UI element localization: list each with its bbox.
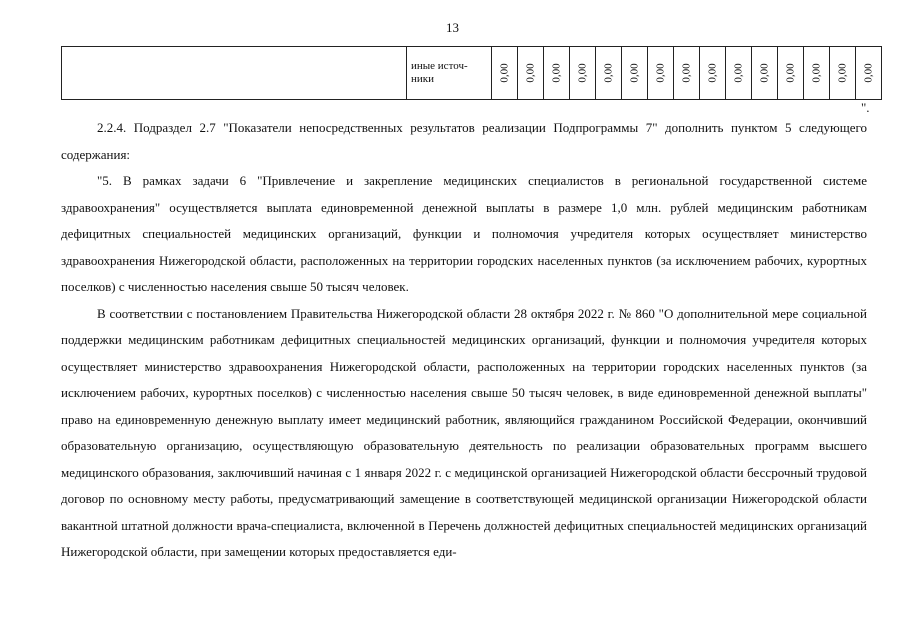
table-cell-value: 0,00 xyxy=(700,47,726,100)
page-number: 13 xyxy=(446,20,459,35)
table-cell-value: 0,00 xyxy=(622,47,648,100)
table-cell-value: 0,00 xyxy=(544,47,570,100)
table-cell-value: 0,00 xyxy=(596,47,622,100)
table-cell-value: 0,00 xyxy=(648,47,674,100)
paragraph: В соответствии с постановлением Правительства Нижегородской области 28 октября 2022 г. № 860 "О дополнительной мере социальной поддержки медицинским работникам дефицитных специальностей медицинских организаций, функции и полномочия учредителя которых осуществляет министерство здравоохранения Нижегородской области, расположенных на территории городских населенных пунктов (за исключением рабочих, курортных поселков) с численностью населения свыше 50 тысяч человек, в виде единовременной денежной выплаты" право на единовременную денежную выплату имеет медицинский работник, являющийся гражданином Российской Федерации, окончивший образовательную организацию, осуществляющую образовательную деятельность по реализации образовательных программ высшего медицинского образования, заключивший начиная с 1 января 2022 г. с медицинской организацией Нижегородской области бессрочный трудовой договор по основному месту работы, предусматривающий замещение в соответствующей медицинской организации Нижегородской области вакантной штатной должности врача-специалиста, включенной в Перечень должностей дефицитных специальностей медицинских организаций Нижегородской области, при замещении которых предоставляется еди- xyxy=(61,305,867,559)
table-cell-empty xyxy=(62,47,407,100)
table-cell-value: 0,00 xyxy=(492,47,518,100)
table-cell-value: 0,00 xyxy=(570,47,596,100)
table-cell-value: 0,00 xyxy=(778,47,804,100)
table-cell-value: 0,00 xyxy=(804,47,830,100)
table-row xyxy=(62,47,882,100)
table-cell-value: 0,00 xyxy=(726,47,752,100)
table-cell-value: 0,00 xyxy=(830,47,856,100)
table-cell-value: 0,00 xyxy=(752,47,778,100)
funding-table xyxy=(61,46,882,100)
table-cell-value: 0,00 xyxy=(518,47,544,100)
document-body xyxy=(61,115,867,566)
table-closing-quote: ". xyxy=(861,100,870,115)
table-cell-value: 0,00 xyxy=(856,47,882,100)
table-cell-source-label: иные источ-ники xyxy=(407,47,492,100)
paragraph: 2.2.4. Подраздел 2.7 "Показатели непосредственных результатов реализации Подпрограммы 7" дополнить пунктом 5 следующего содержания: xyxy=(61,120,867,162)
table-cell-value: 0,00 xyxy=(674,47,700,100)
paragraph: "5. В рамках задачи 6 "Привлечение и закрепление медицинских специалистов в региональной государственной системе здравоохранения" осуществляется выплата единовременной денежной выплаты в размере 1,0 млн. рублей медицинским работникам дефицитных специальностей медицинских организаций, функции и полномочия учредителя которых осуществляет министерство здравоохранения Нижегородской области, расположенных на территории городских населенных пунктов (за исключением рабочих, курортных поселков) с численностью населения свыше 50 тысяч человек. xyxy=(61,173,867,294)
